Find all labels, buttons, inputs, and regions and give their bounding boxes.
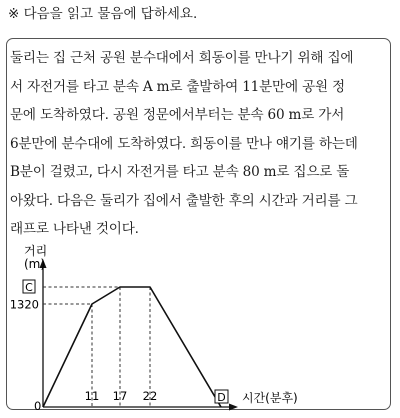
x-tick-22: 22 bbox=[142, 389, 158, 403]
text-run: 분만에 공원 정 bbox=[259, 78, 345, 95]
math-term: 80 m bbox=[242, 164, 277, 180]
math-term: 11 bbox=[242, 78, 260, 95]
x-axis-label: 시간(분후) bbox=[242, 391, 298, 405]
text-run: 분만에 분수대에 도착하였다. 희동이를 만나 얘기를 하는데 bbox=[18, 135, 358, 152]
y-tick-1320: 1320 bbox=[9, 297, 39, 312]
text-run: 분이 걸렸고, 다시 자전거를 타고 분속 bbox=[19, 164, 243, 180]
distance-line bbox=[43, 287, 221, 407]
math-term: A m bbox=[142, 78, 170, 95]
x-tick-origin: 0 bbox=[34, 399, 42, 413]
text-run: 둘리는 집 근처 공원 분수대에서 희동이를 만나기 위해 집에 bbox=[10, 50, 354, 66]
y-axis-label-1: 거리 bbox=[24, 244, 48, 258]
x-tick-d: D bbox=[217, 391, 226, 404]
x-tick-11: 11 bbox=[84, 389, 100, 403]
x-axis-arrow bbox=[229, 404, 238, 411]
text-run: 로 집으로 돌 bbox=[276, 164, 350, 180]
math-term: B bbox=[10, 164, 20, 180]
text-run: 로 출발하여 bbox=[169, 78, 243, 95]
math-term: 60 m bbox=[267, 107, 302, 123]
text-run: 래프로 나타낸 것이다. bbox=[10, 221, 139, 237]
text-run: 문에 도착하였다. 공원 정문에서부터는 분속 bbox=[10, 107, 268, 123]
y-axis-label-2: (m) bbox=[24, 257, 46, 271]
x-tick-17: 17 bbox=[112, 389, 128, 403]
text-run: 서 자전거를 타고 분속 bbox=[10, 78, 143, 95]
instruction-text: ※ 다음을 읽고 물음에 답하세요. bbox=[8, 6, 198, 22]
text-run: 로 가서 bbox=[301, 107, 345, 123]
y-tick-c: C bbox=[25, 281, 33, 294]
text-run: 아왔다. 다음은 둘리가 집에서 출발한 후의 시간과 거리를 그 bbox=[10, 192, 358, 209]
math-term: 6 bbox=[10, 135, 19, 152]
